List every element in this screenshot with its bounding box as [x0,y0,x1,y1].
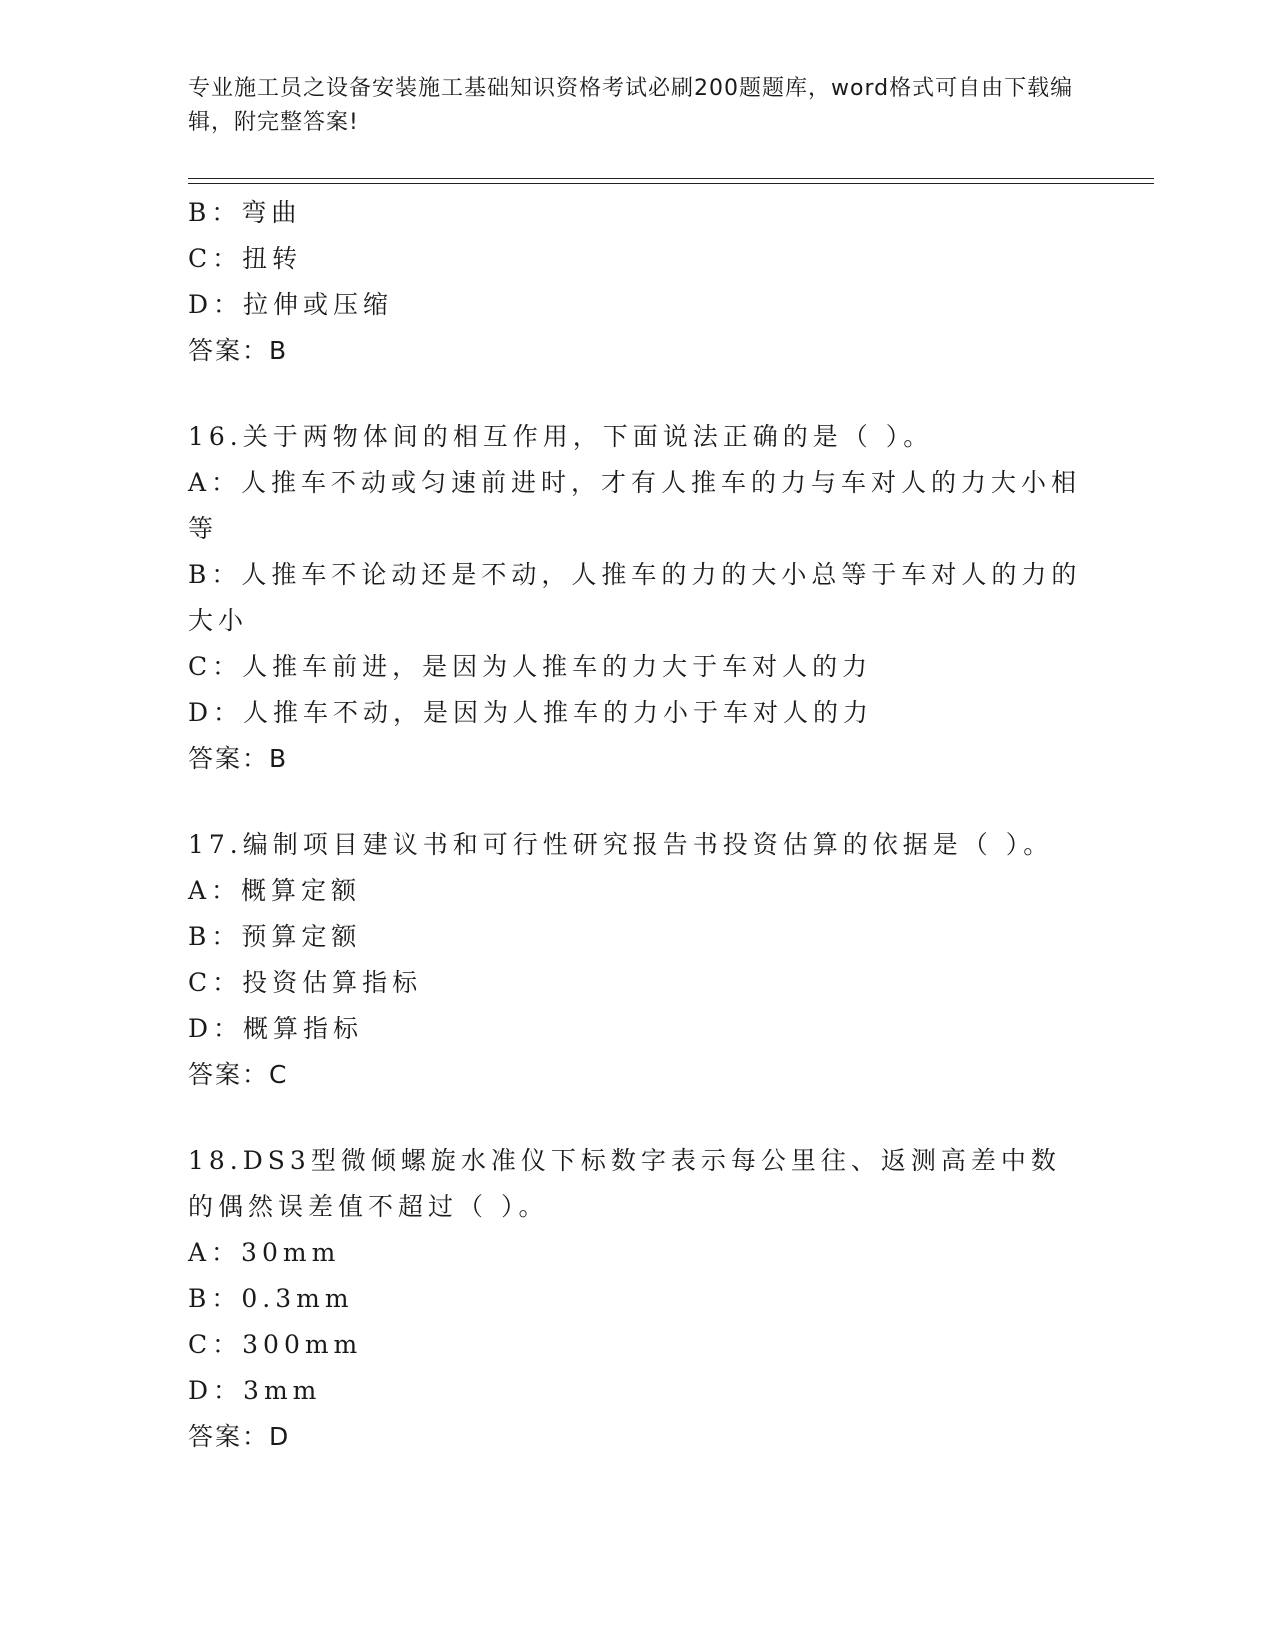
question-18 [188,1138,1088,1460]
option-a: A：30mm [188,1238,341,1267]
option-a: A：人推车不动或匀速前进时，才有人推车的力与车对人的力大小相等 [188,468,1082,543]
answer-line: 答案：B [188,744,289,773]
option-b: B：弯曲 [188,198,302,227]
option-a: A：概算定额 [188,876,362,905]
question-stem: 17.编制项目建议书和可行性研究报告书投资估算的依据是（ ）。 [188,830,1054,859]
header-rule-top [188,178,1154,179]
option-c: C：投资估算指标 [188,968,423,997]
question-16 [188,414,1088,782]
option-c: C：300mm [188,1330,363,1359]
question-stem: 18.DS3型微倾螺旋水准仪下标数字表示每公里往、返测高差中数的偶然误差值不超过（ ）。 [188,1146,1061,1221]
header-rule-bottom [188,183,1154,184]
answer-line: 答案：C [188,1060,289,1089]
option-c: C：人推车前进，是因为人推车的力大于车对人的力 [188,652,873,681]
answer-line: 答案：D [188,1422,291,1451]
option-b: B：人推车不论动还是不动，人推车的力的大小总等于车对人的力的大小 [188,560,1082,635]
option-d: D：拉伸或压缩 [188,290,394,319]
option-b: B：预算定额 [188,922,362,951]
question-content [188,190,1088,1460]
option-d: D：人推车不动，是因为人推车的力小于车对人的力 [188,698,874,727]
answer-line: 答案：B [188,336,289,365]
question-stem: 16.关于两物体间的相互作用，下面说法正确的是（ ）。 [188,422,934,451]
option-d: D：概算指标 [188,1014,364,1043]
option-d: D：3mm [188,1376,322,1405]
continued-question [188,190,1088,374]
option-c: C：扭转 [188,244,303,273]
question-17 [188,822,1088,1098]
page-header: 专业施工员之设备安装施工基础知识资格考试必刷200题题库，word格式可自由下载编辑，附完整答案! [188,76,1074,135]
option-b: B：0.3mm [188,1284,354,1313]
